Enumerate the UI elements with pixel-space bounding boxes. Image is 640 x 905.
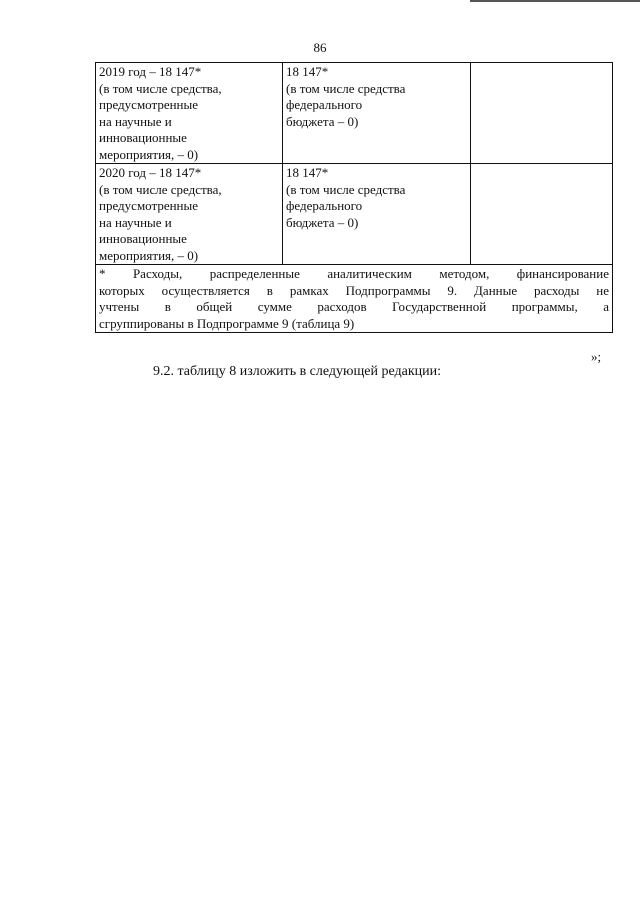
footnote-line: * Расходы, распределенные аналитическим методом, финансирование — [99, 266, 609, 281]
cell-line: 2020 год – 18 147* — [99, 165, 202, 180]
table-row — [96, 63, 613, 164]
cell-line: на научные и — [99, 113, 172, 129]
cell-line: мероприятия, – 0) — [99, 146, 199, 162]
empty-cell — [471, 63, 613, 164]
footnote-row — [96, 265, 613, 333]
funding-table — [95, 62, 613, 333]
cell-line: 18 147* — [286, 165, 329, 180]
year-total-cell — [96, 63, 283, 164]
cell-line: (в том числе средства, — [99, 80, 222, 96]
cell-line: бюджета – 0) — [286, 113, 359, 129]
cell-line: мероприятия, – 0) — [99, 247, 199, 263]
cell-line: 2019 год – 18 147* — [99, 64, 202, 79]
federal-budget-cell — [283, 164, 471, 265]
table-row — [96, 164, 613, 265]
cell-line: предусмотренные — [99, 97, 199, 112]
cell-line: предусмотренные — [99, 198, 199, 213]
cell-line: федерального — [286, 97, 363, 112]
instruction-paragraph: 9.2. таблицу 8 изложить в следующей редакции: — [153, 364, 442, 379]
footnote-line: сгруппированы в Подпрограмме 9 (таблица 9) — [99, 315, 355, 331]
federal-budget-cell — [283, 63, 471, 164]
cell-line: (в том числе средства — [286, 80, 406, 96]
cell-line: инновационные — [99, 130, 187, 145]
top-edge-line — [470, 0, 640, 2]
cell-line: федерального — [286, 198, 363, 213]
cell-line: (в том числе средства, — [99, 181, 222, 197]
cell-line: инновационные — [99, 231, 187, 246]
page-number: 86 — [313, 40, 327, 55]
empty-cell — [471, 164, 613, 265]
closing-quote: »; — [591, 349, 602, 364]
year-total-cell — [96, 164, 283, 265]
cell-line: на научные и — [99, 214, 172, 230]
cell-line: бюджета – 0) — [286, 214, 359, 230]
footnote-cell — [96, 265, 613, 333]
cell-line: (в том числе средства — [286, 181, 406, 197]
footnote-line: учтены в общей сумме расходов Государственной программы, а — [99, 299, 609, 314]
footnote-line: которых осуществляется в рамках Подпрограммы 9. Данные расходы не — [99, 282, 609, 298]
cell-line: 18 147* — [286, 64, 329, 79]
